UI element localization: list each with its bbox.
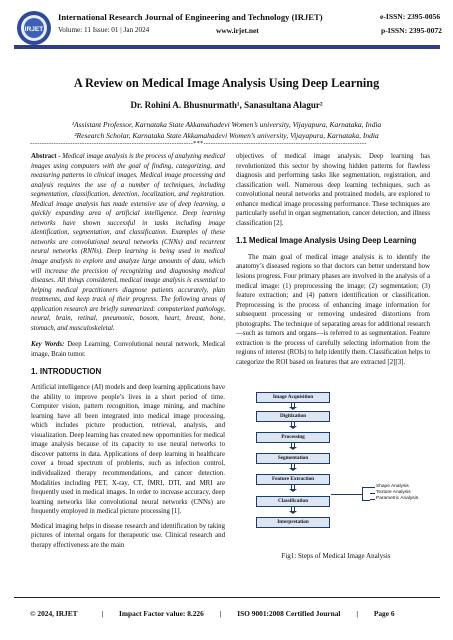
irjet-logo	[16, 10, 52, 46]
footer-iso: ISO 9001:2008 Certified Journal	[237, 609, 341, 618]
section-heading-1-1: 1.1 Medical Image Analysis Using Deep Learning	[236, 236, 417, 246]
footer-page-number: Page 6	[373, 609, 395, 618]
footer-separator: |	[356, 609, 358, 618]
footer-copyright: © 2024, IRJET	[30, 609, 78, 618]
logo-text: IRJET	[24, 26, 44, 33]
arrow-down-icon	[291, 464, 295, 469]
section-heading-introduction: 1. INTRODUCTION	[31, 367, 102, 377]
intro-paragraph-1: Artificial intelligence (AI) models and deep learning applications have the ability to improve people’s lives in a short period of time. Computer vision, pattern recognition, image mining, and machine learning have all been integrated into medical image processing, which includes picture production, retrieval, analysis, and visualization. Deep learning has created new opportunities for medical image analysis because of its capacity to use neural networks to discover patterns in data. Applications of deep learning in healthcare cover a broad spectrum of problems, such as infection control, individualized therapy recommendations, and cancer detection. Modalities including PET, X-ray, CT, fMRI, DTI, and MRI are frequently used in medical images. In order to increase accuracy, deep learning networks like convolutional neural networks (CNNs) are frequently employed in medical picture processing [1].	[31, 384, 225, 516]
journal-name: International Research Journal of Engineering and Technology (IRJET)	[58, 12, 323, 22]
abstract	[31, 152, 225, 333]
right-paragraph-2: The main goal of medical image analysis is to identify the anatomy’s diseased regions so that doctors can better understand how lesions progress. Four primary phases are involved in the analysis of a medical image: (1) preprocessing the image; (2) segmentation; (3) feature extraction; and (4) pattern identification or classification. Preprocessing is the process of enhancing image information for subsequent processing or removing undesired distortions from photographs. The technique of separating areas for additional research—such as tumors and organs—is referred to as segmentation. Feature extraction is the process of carefully selecting information from the regions of interest (ROIs) to help identify them. Classification helps to categorize the ROI based on features that are extracted [2][3].	[236, 253, 430, 366]
abstract-text: Medical image analysis is the process of analyzing medical images using computers with the goal of finding, categorizing, and measuring patterns in clinical images. Medical image processing and analysis requires the use of a number of techniques, including segmentation, classification, detection, localization, and registration. Medical image analysis has made extensive use of deep learning, a quickly expanding area of artificial intelligence. Deep learning networks have shown successful in tasks including image identification, segmentation, and classification. Examples of these networks are convolutional neural networks (CNNs) and recurrent neural networks (RNNs). Deep learning is being used in medical image analysis to explore and analyze large amounts of data, which will increase the precision of recognizing and diagnosing medical diseases. All things considered, medical image analysis is essential to helping medical practitioners diagnose patients accurately, plan treatments, and keep track of their progress. The following areas of application research are briefly summarized: computerized pathology, neural, brain, retinal, pneumonic, bosom, heart, breast, bone, stomach, and musculoskeletal.	[31, 153, 225, 332]
eissn: e-ISSN: 2395-0056	[380, 12, 441, 21]
footer-impact-factor: Impact Factor value: 8.226	[118, 609, 204, 618]
affiliation-2: ²Research Scholar, Karnataka State Akkamahadevi Women’s university, Vijayapura, Karnataka, India	[74, 131, 379, 140]
step-box-feature-extraction: Feature Extraction	[256, 474, 330, 485]
feature-bracket	[362, 487, 370, 501]
arrow-down-icon	[291, 443, 295, 448]
footer-separator: |	[101, 609, 104, 618]
affiliation-1: ¹Assistant Professor, Karnataka State Akkamahadevi Women’s university, Vijayapura, Karnataka, India	[71, 120, 382, 129]
arrow-down-icon	[291, 422, 295, 427]
texture-analysis-label: Texture Analysis	[370, 490, 418, 496]
step-box-segmentation: Segmentation	[256, 453, 330, 464]
step-box-interpretation: Interpretation	[256, 517, 330, 528]
footer-separator: |	[219, 609, 222, 618]
abstract-label: Abstract -	[31, 153, 61, 160]
step-box-classification: Classification	[256, 496, 330, 507]
left-column	[31, 152, 225, 555]
pissn: p-ISSN: 2395-0072	[381, 26, 442, 35]
step-box-processing: Processing	[256, 432, 330, 443]
header-rule	[14, 45, 440, 49]
intro-paragraph-2: Medical imaging helps in disease research and identification by taking pictures of internal organs for therapeutic use. Clinical research and therapy effectiveness are the main	[31, 522, 225, 549]
footer-rule	[14, 597, 440, 598]
journal-header	[0, 0, 453, 60]
arrow-down-icon	[291, 403, 295, 408]
page-footer	[30, 609, 430, 618]
arrow-down-icon	[291, 485, 295, 490]
volume-issue: Volume: 11 Issue: 01 | Jan 2024	[58, 26, 150, 34]
journal-url[interactable]: www.irjet.net	[216, 26, 259, 35]
arrow-down-icon	[291, 507, 295, 512]
keywords	[31, 340, 225, 359]
right-column	[236, 152, 430, 372]
step-box-digitization: Digitization	[256, 411, 330, 422]
step-box-image-acquisition: Image Acquisition	[256, 392, 330, 403]
keywords-label: Key Words:	[31, 341, 65, 349]
paper-authors: Dr. Rohini A. Bhusnurmath¹, Sanasultana Alagur²	[130, 100, 323, 110]
feature-link-line	[331, 494, 362, 495]
figure-caption: Fig1: Steps of Medical Image Analysis	[281, 552, 391, 560]
feature-analysis-list	[370, 484, 418, 503]
separator-line: ---------------------------------------------------------------------***---------------------------------------------------------------------	[30, 140, 367, 147]
keywords-text: Deep Learning, Convolutional neural network, Medical image, Brain tumor.	[31, 341, 225, 358]
paper-title: A Review on Medical Image Analysis Using Deep Learning	[73, 76, 380, 90]
parametric-analysis-label: Parametric Analysis	[370, 496, 418, 502]
right-paragraph-1: objectives of medical image analysis. Deep learning has revolutionized this sector by showing hidden patterns for flawless diagnosis and performing tasks like segmentation, registration, and classification well. Numerous deep learning techniques, such as convolutional neural networks and pretrained models, are explored to enhance medical image processing performance. These techniques are particularly useful in organ segmentation, cancer detection, and illness classification [2].	[236, 153, 430, 227]
figure-steps-flowchart	[236, 390, 436, 550]
shape-analysis-label: Shape Analysis	[370, 484, 418, 490]
